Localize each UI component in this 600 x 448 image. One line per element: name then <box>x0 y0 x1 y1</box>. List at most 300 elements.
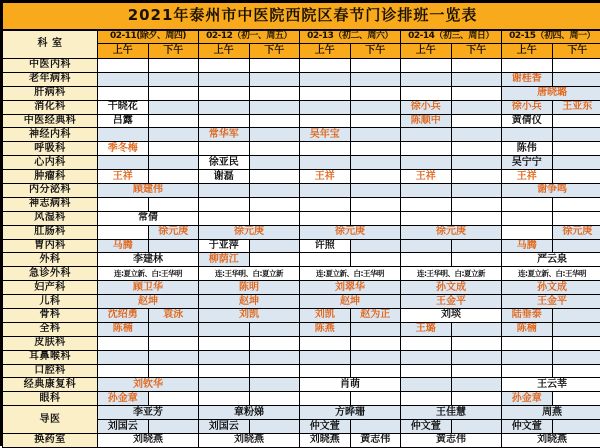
schedule-cell <box>199 211 250 225</box>
schedule-cell: 连:夏立新、白:王华明 <box>502 267 600 281</box>
schedule-cell <box>401 59 452 73</box>
schedule-cell <box>451 72 502 86</box>
dept-label: 胃内科 <box>3 239 98 253</box>
schedule-cell <box>148 322 199 336</box>
schedule-cell: 陈顺中 <box>401 114 452 128</box>
schedule-cell <box>199 86 250 100</box>
schedule-cell: 刘晓燕 <box>300 434 351 448</box>
am-header: 上午 <box>401 44 452 59</box>
table-row <box>3 86 600 100</box>
table-row <box>3 184 600 198</box>
schedule-cell <box>249 239 300 253</box>
schedule-cell <box>552 59 600 73</box>
schedule-cell <box>148 59 199 73</box>
schedule-cell <box>401 197 452 211</box>
schedule-cell <box>98 336 149 350</box>
schedule-body <box>3 59 600 448</box>
schedule-cell <box>451 364 502 378</box>
schedule-cell: 王祥 <box>502 170 553 184</box>
schedule-cell: 常华军 <box>199 128 250 142</box>
schedule-cell <box>451 336 502 350</box>
dept-label: 皮肤科 <box>3 336 98 350</box>
dept-label: 急诊外科 <box>3 267 98 281</box>
schedule-cell: 赵坤 <box>199 295 300 309</box>
schedule-cell: 刘凯 <box>199 309 300 323</box>
schedule-cell <box>148 100 199 114</box>
schedule-cell <box>401 350 452 364</box>
schedule-cell: 孙文成 <box>401 281 502 295</box>
schedule-cell: 王亚东 <box>552 100 600 114</box>
schedule-cell <box>552 239 600 253</box>
schedule-cell <box>451 197 502 211</box>
schedule-cell <box>552 336 600 350</box>
schedule-cell <box>451 100 502 114</box>
schedule-cell <box>249 253 300 267</box>
schedule-cell <box>249 392 300 406</box>
schedule-cell: 徐小兵 <box>502 100 553 114</box>
schedule-cell <box>148 72 199 86</box>
schedule-cell <box>401 184 452 198</box>
schedule-cell <box>300 184 351 198</box>
schedule-cell <box>98 156 149 170</box>
schedule-cell: 刘晓燕 <box>502 434 600 448</box>
schedule-cell: 连:王华明、白:夏立新 <box>199 267 300 281</box>
schedule-cell <box>249 114 300 128</box>
schedule-cell: 陈燕 <box>300 322 351 336</box>
schedule-cell: 黄倩仪 <box>502 114 553 128</box>
schedule-cell: 肖萌 <box>300 378 401 392</box>
schedule-cell: 王祥 <box>401 170 452 184</box>
schedule-cell: 顾建伟 <box>98 184 199 198</box>
dept-label: 心内科 <box>3 156 98 170</box>
schedule-cell: 干晓花 <box>98 100 149 114</box>
schedule-cell <box>148 114 199 128</box>
schedule-cell <box>401 253 452 267</box>
schedule-cell <box>98 59 149 73</box>
schedule-cell <box>401 392 452 406</box>
schedule-cell: 刘晓燕 <box>98 434 199 448</box>
schedule-cell <box>552 142 600 156</box>
schedule-cell <box>502 364 553 378</box>
schedule-cell <box>502 350 553 364</box>
schedule-cell <box>148 170 199 184</box>
schedule-cell: 仲文萱 <box>401 420 452 434</box>
dept-label: 换药室 <box>3 434 98 448</box>
schedule-cell <box>552 309 600 323</box>
schedule-cell: 吕露 <box>98 114 149 128</box>
schedule-cell <box>148 142 199 156</box>
schedule-cell <box>249 336 300 350</box>
table-row <box>3 295 600 309</box>
schedule-cell <box>451 392 502 406</box>
dept-label: 中医经典科 <box>3 114 98 128</box>
date-header-1: 02-12（初一、周五） <box>199 30 300 44</box>
schedule-cell <box>350 156 401 170</box>
schedule-cell: 于亚萍 <box>199 239 250 253</box>
schedule-cell <box>300 72 351 86</box>
schedule-cell <box>249 350 300 364</box>
table-row <box>3 336 600 350</box>
schedule-cell: 徐元庚 <box>552 225 600 239</box>
schedule-cell <box>148 350 199 364</box>
dept-label: 肝病科 <box>3 86 98 100</box>
schedule-table <box>2 2 600 448</box>
schedule-cell <box>350 142 401 156</box>
schedule-cell <box>249 128 300 142</box>
schedule-cell <box>148 156 199 170</box>
schedule-cell <box>552 197 600 211</box>
schedule-cell: 谢争鸣 <box>502 184 600 198</box>
table-row <box>3 225 600 239</box>
table-row <box>3 100 600 114</box>
schedule-cell <box>451 211 502 225</box>
schedule-cell: 王金平 <box>502 295 600 309</box>
schedule-cell <box>199 378 250 392</box>
table-row <box>3 239 600 253</box>
schedule-cell: 徐元庚 <box>199 225 300 239</box>
table-row <box>3 72 600 86</box>
schedule-cell: 马腾 <box>98 239 149 253</box>
schedule-cell <box>401 86 452 100</box>
schedule-cell: 连:王华明、白:夏立新 <box>401 267 502 281</box>
schedule-cell <box>249 211 300 225</box>
schedule-cell: 刘翠华 <box>300 281 401 295</box>
schedule-cell: 谢桂香 <box>502 72 553 86</box>
schedule-cell <box>350 392 401 406</box>
schedule-cell <box>148 392 199 406</box>
dept-label: 全科 <box>3 322 98 336</box>
schedule-cell: 沈绍勇 <box>98 309 149 323</box>
schedule-cell <box>552 114 600 128</box>
schedule-cell <box>350 72 401 86</box>
schedule-cell <box>451 420 502 434</box>
dept-label: 口腔科 <box>3 364 98 378</box>
schedule-cell <box>552 322 600 336</box>
schedule-cell <box>350 100 401 114</box>
schedule-cell <box>199 100 250 114</box>
schedule-cell: 季冬梅 <box>98 142 149 156</box>
schedule-cell <box>199 72 250 86</box>
date-header-4: 02-15（初四、周一） <box>502 30 600 44</box>
schedule-cell <box>199 114 250 128</box>
schedule-cell <box>451 350 502 364</box>
schedule-cell: 陈楠 <box>502 322 553 336</box>
schedule-cell <box>401 336 452 350</box>
schedule-cell <box>249 364 300 378</box>
schedule-cell <box>350 86 401 100</box>
schedule-cell <box>300 197 351 211</box>
schedule-cell <box>350 128 401 142</box>
schedule-cell <box>502 59 553 73</box>
schedule-cell <box>199 350 250 364</box>
schedule-cell: 吴宁宁 <box>502 156 553 170</box>
schedule-cell: 章粉娣 <box>199 406 300 420</box>
schedule-cell: 孙金章 <box>98 392 149 406</box>
schedule-cell: 仲文萱 <box>300 420 351 434</box>
table-row <box>3 378 600 392</box>
schedule-cell: 刘琰 <box>401 309 502 323</box>
schedule-cell <box>249 86 300 100</box>
schedule-cell: 许照 <box>300 239 351 253</box>
dept-label: 儿科 <box>3 295 98 309</box>
table-row <box>3 309 600 323</box>
schedule-cell: 谢磊 <box>199 170 250 184</box>
schedule-cell: 赵为正 <box>350 309 401 323</box>
schedule-cell: 刘国云 <box>199 420 250 434</box>
schedule-cell: 王佳慧 <box>401 406 502 420</box>
table-row <box>3 434 600 448</box>
schedule-cell <box>350 184 401 198</box>
schedule-cell: 王金平 <box>401 295 502 309</box>
schedule-cell <box>300 392 351 406</box>
schedule-header <box>3 3 600 59</box>
schedule-cell: 徐元庚 <box>401 225 502 239</box>
table-row <box>3 128 600 142</box>
schedule-cell: 李建林 <box>98 253 199 267</box>
schedule-cell: 陈楠 <box>98 322 149 336</box>
am-header: 上午 <box>98 44 149 59</box>
schedule-cell <box>249 156 300 170</box>
schedule-cell <box>249 59 300 73</box>
schedule-cell <box>401 239 452 253</box>
schedule-cell <box>552 392 600 406</box>
schedule-cell <box>98 128 149 142</box>
table-row <box>3 114 600 128</box>
schedule-cell: 顾卫华 <box>98 281 199 295</box>
dept-label: 呼吸科 <box>3 142 98 156</box>
schedule-cell <box>199 197 250 211</box>
schedule-cell: 黄志伟 <box>401 434 502 448</box>
schedule-cell <box>502 336 553 350</box>
schedule-cell <box>249 142 300 156</box>
schedule-cell <box>451 253 502 267</box>
schedule-cell <box>451 128 502 142</box>
table-row <box>3 170 600 184</box>
schedule-cell <box>350 253 401 267</box>
dept-label: 眼科 <box>3 392 98 406</box>
schedule-cell <box>148 128 199 142</box>
dept-label: 经典康复科 <box>3 378 98 392</box>
table-row <box>3 253 600 267</box>
schedule-cell <box>451 114 502 128</box>
schedule-cell <box>249 72 300 86</box>
schedule-cell: 马腾 <box>502 239 553 253</box>
schedule-cell: 孙金章 <box>502 392 553 406</box>
schedule-cell: 徐元庚 <box>300 225 401 239</box>
schedule-cell <box>401 156 452 170</box>
dept-label: 外科 <box>3 253 98 267</box>
dept-label: 内分泌科 <box>3 184 98 198</box>
schedule-cell <box>350 336 401 350</box>
schedule-cell <box>300 364 351 378</box>
schedule-cell: 徐亚民 <box>199 156 250 170</box>
schedule-cell: 王祥 <box>98 170 149 184</box>
dept-label: 妇产科 <box>3 281 98 295</box>
schedule-cell <box>502 197 553 211</box>
schedule-cell <box>451 156 502 170</box>
schedule-cell: 王祥 <box>300 170 351 184</box>
schedule-cell: 常倩 <box>98 211 199 225</box>
schedule-cell <box>401 364 452 378</box>
schedule-cell <box>502 225 553 239</box>
schedule-cell <box>148 420 199 434</box>
schedule-cell <box>300 100 351 114</box>
schedule-cell <box>98 197 149 211</box>
dept-label: 风湿科 <box>3 211 98 225</box>
schedule-cell <box>98 364 149 378</box>
schedule-cell <box>451 86 502 100</box>
schedule-cell: 赵坤 <box>300 295 401 309</box>
schedule-cell <box>98 72 149 86</box>
schedule-cell: 徐元庚 <box>148 225 199 239</box>
schedule-cell <box>401 128 452 142</box>
table-row <box>3 59 600 73</box>
dept-label: 中医内科 <box>3 59 98 73</box>
dept-label: 消化科 <box>3 100 98 114</box>
schedule-cell <box>300 86 351 100</box>
table-row <box>3 364 600 378</box>
dept-label: 耳鼻喉科 <box>3 350 98 364</box>
schedule-cell <box>552 170 600 184</box>
schedule-cell <box>350 420 401 434</box>
schedule-cell: 仲文萱 <box>502 420 553 434</box>
pm-header: 下午 <box>249 44 300 59</box>
table-row <box>3 156 600 170</box>
schedule-cell: 黄志伟 <box>350 434 401 448</box>
schedule-cell <box>350 211 401 225</box>
schedule-cell <box>451 239 502 253</box>
schedule-cell <box>300 336 351 350</box>
page-title: 2021年泰州市中医院西院区春节门诊排班一览表 <box>3 3 600 30</box>
schedule-cell <box>451 170 502 184</box>
schedule-cell <box>401 142 452 156</box>
schedule-cell <box>350 364 401 378</box>
schedule-cell <box>552 156 600 170</box>
schedule-cell <box>300 142 351 156</box>
schedule-cell: 刘凯 <box>300 309 351 323</box>
schedule-cell: 刘国云 <box>98 420 149 434</box>
pm-header: 下午 <box>350 44 401 59</box>
dept-label: 肛肠科 <box>3 225 98 239</box>
schedule-cell <box>148 197 199 211</box>
schedule-cell <box>350 239 401 253</box>
date-header-2: 02-13（初二、周六） <box>300 30 401 44</box>
am-header: 上午 <box>502 44 553 59</box>
table-row <box>3 211 600 225</box>
schedule-cell: 陆垂泰 <box>502 309 553 323</box>
schedule-cell <box>148 239 199 253</box>
schedule-cell <box>451 59 502 73</box>
dept-label: 神经内科 <box>3 128 98 142</box>
schedule-cell <box>300 59 351 73</box>
schedule-cell <box>199 142 250 156</box>
table-row <box>3 281 600 295</box>
schedule-cell <box>199 59 250 73</box>
dept-label: 导医 <box>3 406 98 434</box>
schedule-cell: 袁泳 <box>148 309 199 323</box>
am-header: 上午 <box>199 44 250 59</box>
table-row <box>3 406 600 420</box>
schedule-cell: 陈明 <box>199 281 300 295</box>
date-header-3: 02-14（初三、周日） <box>401 30 502 44</box>
schedule-cell <box>249 378 300 392</box>
schedule-cell <box>451 378 502 392</box>
schedule-cell <box>98 225 149 239</box>
schedule-cell <box>350 170 401 184</box>
schedule-cell: 吴年宝 <box>300 128 351 142</box>
schedule-cell: 赵坤 <box>98 295 199 309</box>
schedule-cell: 王璐 <box>401 322 452 336</box>
schedule-cell <box>199 336 250 350</box>
table-row <box>3 267 600 281</box>
schedule-cell <box>552 72 600 86</box>
schedule-cell <box>401 72 452 86</box>
schedule-cell <box>148 86 199 100</box>
schedule-cell <box>552 128 600 142</box>
am-header: 上午 <box>300 44 351 59</box>
schedule-cell <box>350 197 401 211</box>
schedule-cell: 刘钦华 <box>98 378 199 392</box>
table-row <box>3 197 600 211</box>
schedule-cell <box>300 211 351 225</box>
schedule-cell <box>502 211 553 225</box>
schedule-cell <box>98 86 149 100</box>
schedule-cell <box>300 350 351 364</box>
schedule-cell <box>401 378 452 392</box>
schedule-cell: 徐小兵 <box>401 100 452 114</box>
schedule-cell <box>300 114 351 128</box>
schedule-cell <box>451 322 502 336</box>
schedule-cell: 陈伟 <box>502 142 553 156</box>
schedule-cell <box>300 253 351 267</box>
schedule-cell <box>199 322 250 336</box>
schedule-cell: 连:夏立新、白:王华明 <box>300 267 401 281</box>
schedule-cell <box>249 170 300 184</box>
date-header-0: 02-11(除夕、周四) <box>98 30 199 44</box>
schedule-cell: 王云莘 <box>502 378 600 392</box>
schedule-cell <box>249 420 300 434</box>
schedule-cell <box>350 322 401 336</box>
schedule-cell <box>552 350 600 364</box>
schedule-cell <box>199 364 250 378</box>
pm-header: 下午 <box>451 44 502 59</box>
schedule-cell <box>199 184 250 198</box>
schedule-cell: 唐晓璐 <box>502 86 600 100</box>
dept-column-header: 科 室 <box>3 30 98 59</box>
dept-label: 肿瘤科 <box>3 170 98 184</box>
schedule-cell <box>502 128 553 142</box>
schedule-cell <box>451 142 502 156</box>
table-row <box>3 142 600 156</box>
table-row <box>3 392 600 406</box>
schedule-cell <box>148 336 199 350</box>
schedule-cell <box>148 364 199 378</box>
schedule-cell <box>199 392 250 406</box>
schedule-cell: 柳荫江 <box>199 253 250 267</box>
schedule-cell <box>552 211 600 225</box>
dept-label: 神志病科 <box>3 197 98 211</box>
schedule-cell <box>401 211 452 225</box>
table-row <box>3 322 600 336</box>
dept-label: 老年病科 <box>3 72 98 86</box>
schedule-cell <box>98 350 149 364</box>
schedule-cell <box>249 197 300 211</box>
schedule-cell <box>249 100 300 114</box>
schedule-cell: 严云泉 <box>502 253 600 267</box>
schedule-cell <box>350 59 401 73</box>
pm-header: 下午 <box>148 44 199 59</box>
table-row <box>3 350 600 364</box>
